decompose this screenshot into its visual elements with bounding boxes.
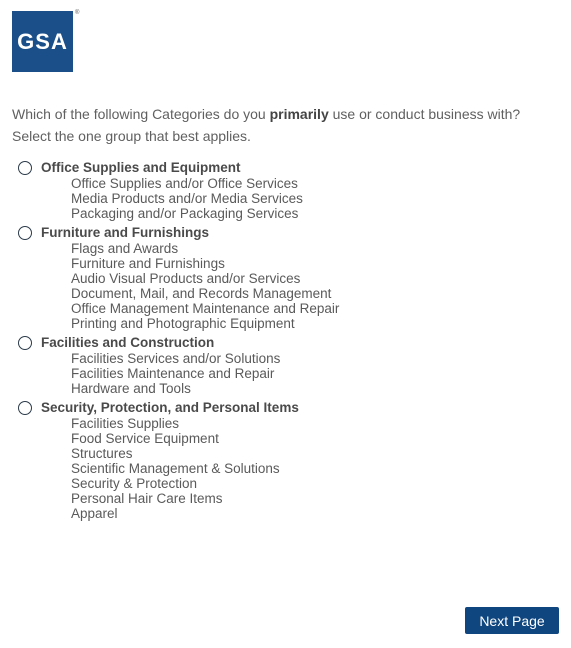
- list-item: Office Supplies and/or Office Services: [71, 176, 298, 191]
- list-item: Facilities Supplies: [71, 416, 180, 431]
- list-item: Apparel: [71, 506, 118, 521]
- list-item: Scientific Management & Solutions: [71, 461, 280, 476]
- question-prefix: Which of the following Categories do you: [12, 106, 270, 122]
- question-instruction: Select the one group that best applies.: [12, 128, 251, 144]
- list-item: Personal Hair Care Items: [71, 491, 223, 506]
- question-prompt: [12, 103, 564, 125]
- group-items: [41, 241, 558, 331]
- gsa-logo-text: GSA: [17, 28, 68, 54]
- radio-security[interactable]: [18, 401, 32, 415]
- list-item: Hardware and Tools: [71, 381, 191, 396]
- radio-office-supplies[interactable]: [18, 161, 32, 175]
- group-title[interactable]: Furniture and Furnishings: [41, 225, 209, 240]
- radio-furniture[interactable]: [18, 226, 32, 240]
- group-title[interactable]: Facilities and Construction: [41, 335, 215, 350]
- option-office-supplies: [18, 159, 558, 221]
- group-items: [41, 176, 558, 221]
- list-item: Structures: [71, 446, 133, 461]
- gsa-logo: [12, 11, 73, 72]
- list-item: Security & Protection: [71, 476, 198, 491]
- group-title[interactable]: Office Supplies and Equipment: [41, 160, 241, 175]
- group-items: [41, 351, 558, 396]
- list-item: Packaging and/or Packaging Services: [71, 206, 299, 221]
- list-item: Furniture and Furnishings: [71, 256, 225, 271]
- question-text: [12, 103, 564, 147]
- radio-facilities[interactable]: [18, 336, 32, 350]
- list-item: Facilities Maintenance and Repair: [71, 366, 275, 381]
- list-item: Food Service Equipment: [71, 431, 219, 446]
- group-items: [41, 416, 558, 521]
- registered-mark: ®: [75, 10, 80, 16]
- list-item: Document, Mail, and Records Management: [71, 286, 332, 301]
- list-item: Office Management Maintenance and Repair: [71, 301, 340, 316]
- list-item: Audio Visual Products and/or Services: [71, 271, 301, 286]
- next-page-button[interactable]: Next Page: [465, 607, 559, 634]
- option-facilities: [18, 334, 558, 396]
- option-furniture: [18, 224, 558, 331]
- option-security: [18, 399, 558, 521]
- list-item: Facilities Services and/or Solutions: [71, 351, 281, 366]
- category-options: [18, 159, 558, 524]
- list-item: Printing and Photographic Equipment: [71, 316, 295, 331]
- group-title[interactable]: Security, Protection, and Personal Items: [41, 400, 299, 415]
- list-item: Media Products and/or Media Services: [71, 191, 303, 206]
- question-suffix: use or conduct business with?: [328, 106, 521, 122]
- question-emphasis: primarily: [269, 106, 329, 122]
- list-item: Flags and Awards: [71, 241, 179, 256]
